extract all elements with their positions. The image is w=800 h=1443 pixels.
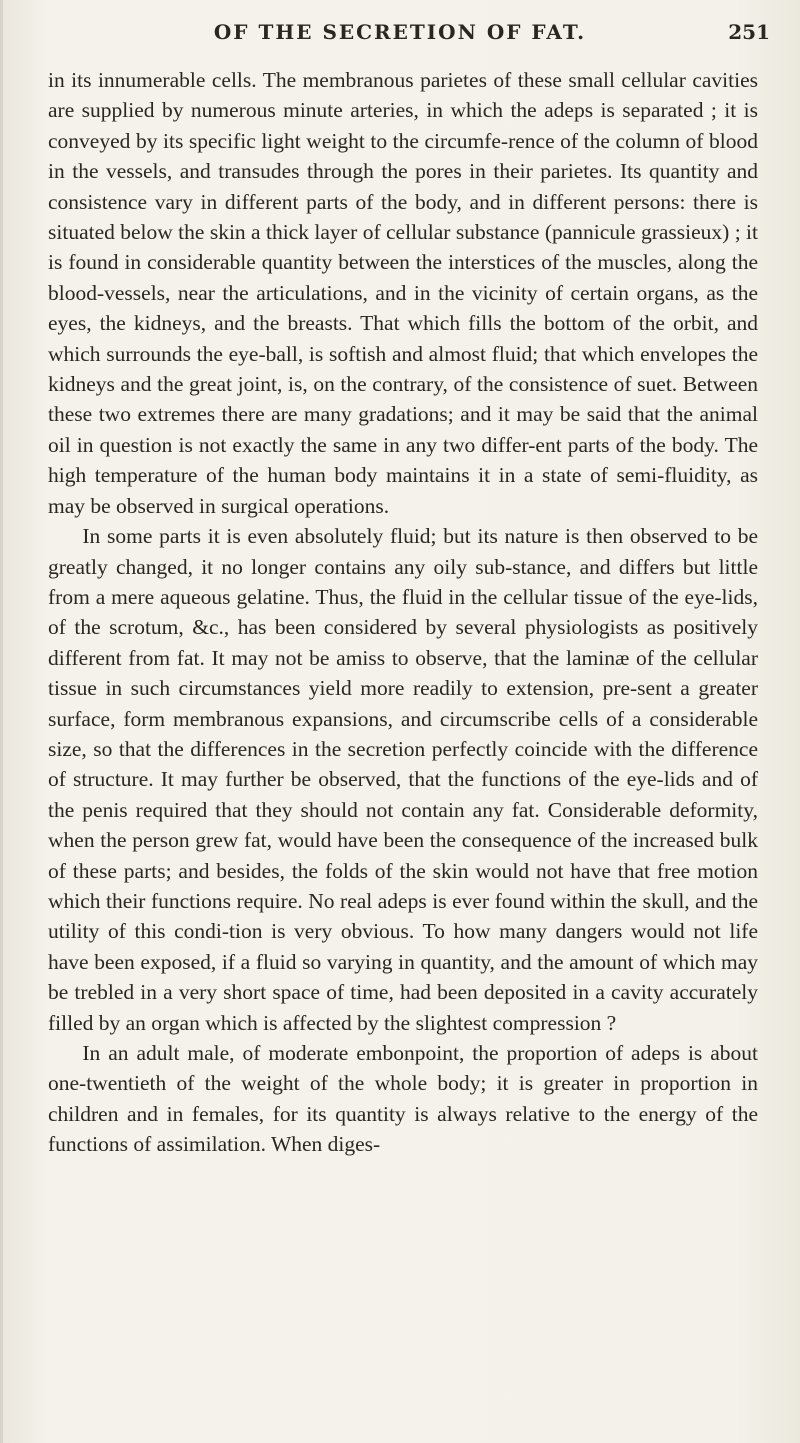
paragraph-1: in its innumerable cells. The membranous parietes of these small cellular cavities are supplied by numerous minute arteries, in which the adeps is separated ; it is conveyed by its specific light weight to the circumfe-rence of the column of blood in the vessels, and transudes through the pores in their parietes. Its quantity and consistence vary in different parts of the body, and in different persons: there is situated below the skin a thick layer of cellular substance (pannicule grassieux) ; it is found in considerable quantity between the interstices of the muscles, along the blood-vessels, near the articulations, and in the vicinity of certain organs, as the eyes, the kidneys, and the breasts. That which fills the bottom of the orbit, and which surrounds the eye-ball, is softish and almost fluid; that which envelopes the kidneys and the great joint, is, on the contrary, of the consistence of suet. Between these two extremes there are many gradations; and it may be said that the animal oil in question is not exactly the same in any two differ-ent parts of the body. The high temperature of the human body maintains it in a state of semi-fluidity, as may be observed in surgical operations. — [48, 68, 758, 518]
paragraph-2: In some parts it is even absolutely fluid; but its nature is then observed to be greatly changed, it no longer contains any oily sub-stance, and differs but little from a mere aqueous gelatine. Thus, the fluid in the cellular tissue of the eye-lids, of the scrotum, &c., has been considered by several physiologists as positively different from fat. It may not be amiss to observe, that the laminæ of the cellular tissue in such circumstances yield more readily to extension, pre-sent a greater surface, form membranous expansions, and circumscribe cells of a considerable size, so that the differences in the secretion perfectly coincide with the difference of structure. It may further be observed, that the functions of the eye-lids and of the penis required that they should not contain any fat. Considerable deformity, when the person grew fat, would have been the consequence of the increased bulk of these parts; and besides, the folds of the skin would not have that free motion which their functions require. No real adeps is ever found within the skull, and the utility of this condi-tion is very obvious. To how many dangers would not life have been exposed, if a fluid so varying in quantity, and the amount of which may be trebled in a very short space of time, had been deposited in a cavity accurately filled by an organ which is affected by the slightest compression ? — [48, 524, 758, 1035]
page-number: 251 — [728, 20, 770, 44]
page-header — [0, 16, 800, 56]
body-text — [48, 65, 758, 1160]
page-edge — [0, 0, 3, 1443]
running-title: OF THE SECRETION OF FAT. — [213, 20, 587, 44]
paragraph-3: In an adult male, of moderate embonpoint, the proportion of adeps is about one-twentieth of the weight of the whole body; it is greater in proportion in children and in females, for its quantity is always relative to the energy of the functions of assimilation. When diges- — [48, 1041, 758, 1157]
